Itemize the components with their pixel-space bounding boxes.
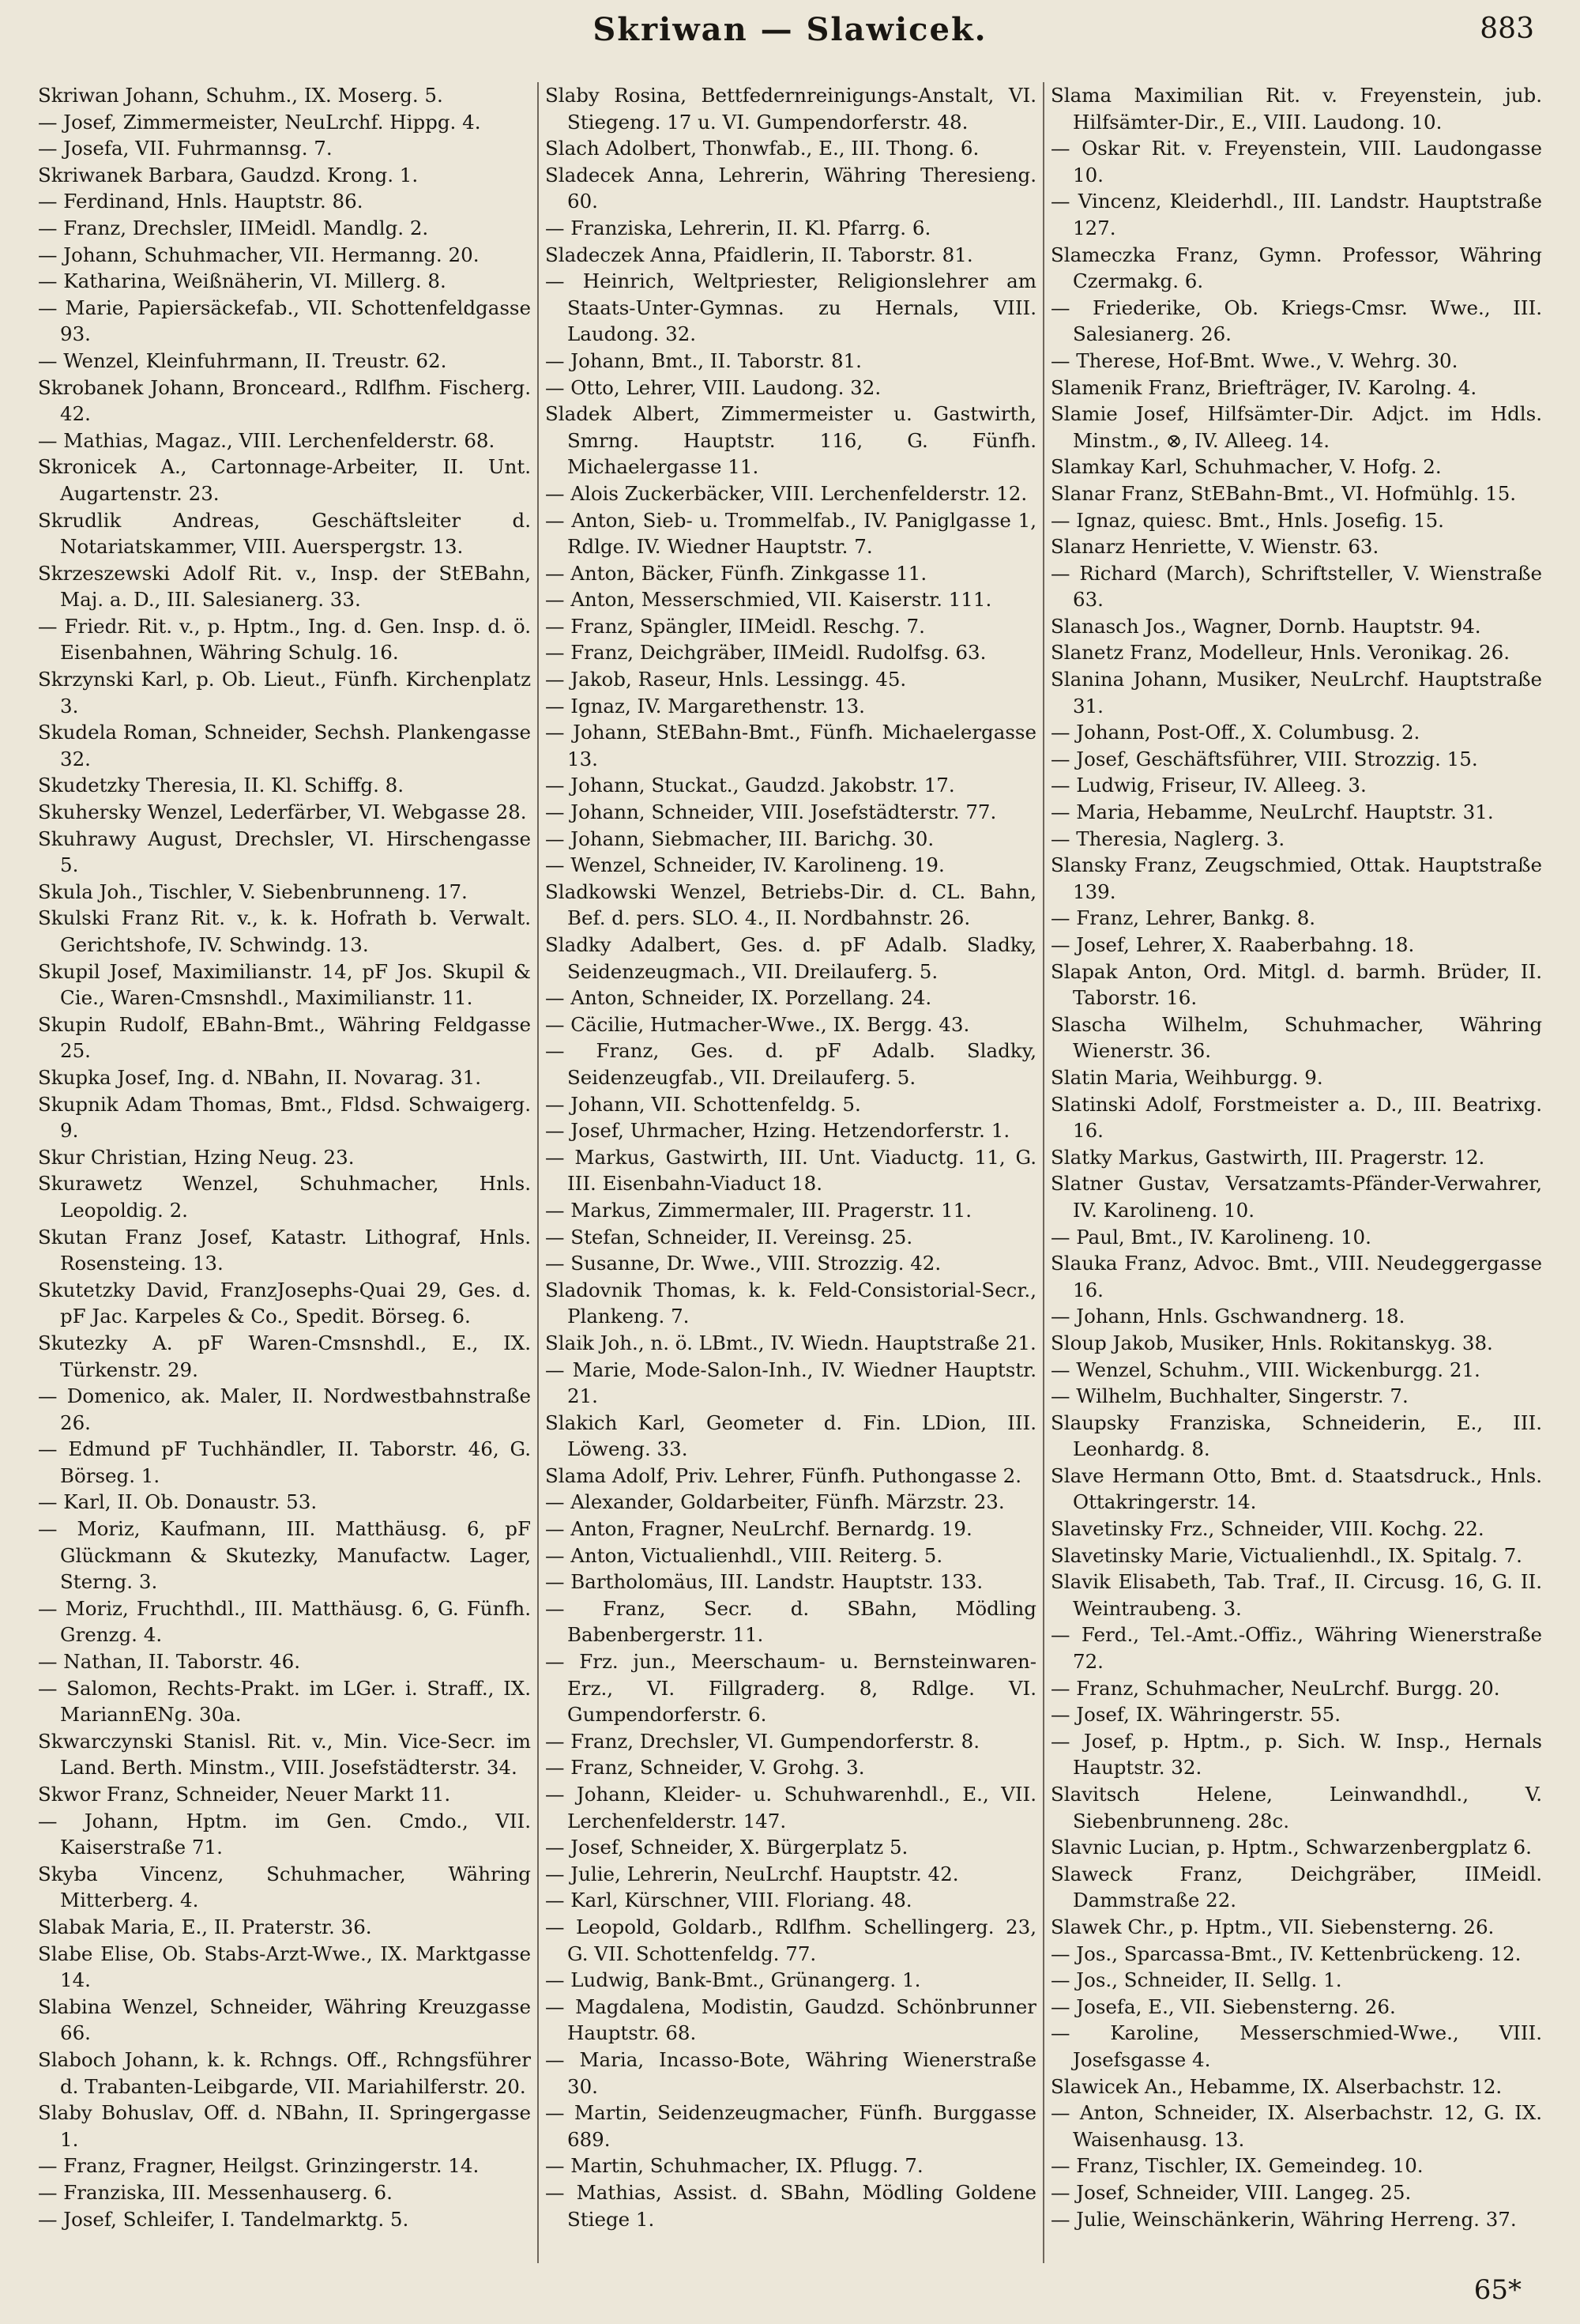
directory-entry: Slabak Maria, E., II. Praterstr. 36. bbox=[38, 1915, 372, 1938]
directory-entry: Slaby Rosina, Bettfedernreinigungs-Anstalt, VI. Stiegeng. 17 u. VI. Gumpendorferstr. 48. bbox=[545, 84, 1036, 134]
directory-entry: Slamie Josef, Hilfsämter-Dir. Adjct. im Hdls. Minstm., ⊗, IV. Alleeg. 14. bbox=[1051, 402, 1542, 452]
directory-entry: Skwarczynski Stanisl. Rit. v., Min. Vice-Secr. im Land. Berth. Minstm., VIII. Josefstädterstr. 34. bbox=[38, 1729, 531, 1780]
directory-entry: Sloup Jakob, Musiker, Hnls. Rokitanskyg. 38. bbox=[1051, 1331, 1493, 1354]
directory-entry: — Oskar Rit. v. Freyenstein, VIII. Laudongasse 10. bbox=[1051, 137, 1542, 186]
directory-entry: Skyba Vincenz, Schuhmacher, Währing Mitterberg. 4. bbox=[38, 1862, 531, 1912]
directory-entry: Skuhrawy August, Drechsler, VI. Hirschengasse 5. bbox=[38, 827, 531, 877]
directory-entry: Slanina Johann, Musiker, NeuLrchf. Hauptstraße 31. bbox=[1051, 668, 1542, 718]
directory-entry: — Anton, Schneider, IX. Porzellang. 24. bbox=[545, 986, 932, 1010]
directory-entry: — Jakob, Raseur, Hnls. Lessingg. 45. bbox=[545, 668, 907, 691]
directory-entry: — Moriz, Fruchthdl., III. Matthäusg. 6, G. Fünfh. Grenzg. 4. bbox=[38, 1596, 531, 1647]
directory-entry: — Anton, Sieb- u. Trommelfab., IV. Paniglgasse 1, Rdlge. IV. Wiedner Hauptstr. 7. bbox=[545, 508, 1036, 559]
directory-entry: — Salomon, Rechts-Prakt. im LGer. i. Straff., IX. MariannENg. 30a. bbox=[38, 1676, 531, 1727]
directory-entry: Slabina Wenzel, Schneider, Währing Kreuzgasse 66. bbox=[38, 1994, 531, 2045]
page-header bbox=[0, 11, 1580, 58]
directory-entry: — Maria, Hebamme, NeuLrchf. Hauptstr. 31. bbox=[1051, 800, 1494, 824]
directory-entry: Sladeczek Anna, Pfaidlerin, II. Taborstr. 81. bbox=[545, 243, 973, 266]
directory-entry: Slanasch Jos., Wagner, Dornb. Hauptstr. 94. bbox=[1051, 614, 1481, 638]
directory-entry: — Markus, Gastwirth, III. Unt. Viaductg. 11, G. III. Eisenbahn-Viaduct 18. bbox=[545, 1145, 1036, 1196]
directory-entry: Skupnik Adam Thomas, Bmt., Fldsd. Schwaigerg. 9. bbox=[38, 1092, 531, 1143]
directory-entry: — Julie, Weinschänkerin, Währing Herreng. 37. bbox=[1051, 2207, 1517, 2231]
directory-entry: Slama Adolf, Priv. Lehrer, Fünfh. Puthongasse 2. bbox=[545, 1463, 1021, 1487]
directory-entry: Slaboch Johann, k. k. Rchngs. Off., Rchngsführer d. Trabanten-Leibgarde, VII. Mariahilferstr. 20. bbox=[38, 2047, 531, 2098]
directory-entry: Sladek Albert, Zimmermeister u. Gastwirth, Smrng. Hauptstr. 116, G. Fünfh. Michaelergasse 11. bbox=[545, 402, 1036, 479]
directory-entry: Skutan Franz Josef, Katastr. Lithograf, Hnls. Rosensteing. 13. bbox=[38, 1225, 531, 1275]
directory-entry: Slaik Joh., n. ö. LBmt., IV. Wiedn. Hauptstraße 21. bbox=[545, 1331, 1036, 1354]
directory-entry: — Stefan, Schneider, II. Vereinsg. 25. bbox=[545, 1225, 913, 1249]
directory-entry: — Markus, Zimmermaler, III. Pragerstr. 11. bbox=[545, 1198, 972, 1222]
directory-entry: — Alexander, Goldarbeiter, Fünfh. Märzstr. 23. bbox=[545, 1490, 1005, 1514]
directory-entry: Slavik Elisabeth, Tab. Traf., II. Circusg. 16, G. II. Weintraubeng. 3. bbox=[1051, 1570, 1542, 1620]
directory-entry: Skriwanek Barbara, Gaudzd. Krong. 1. bbox=[38, 163, 419, 186]
directory-entry: — Susanne, Dr. Wwe., VIII. Strozzig. 42. bbox=[545, 1252, 942, 1275]
directory-entry: — Anton, Schneider, IX. Alserbachstr. 12, G. IX. Waisenhausg. 13. bbox=[1051, 2101, 1542, 2151]
directory-entry: — Moriz, Kaufmann, III. Matthäusg. 6, pF Glückmann & Skutezky, Manufactw. Lager, Sterng. 3. bbox=[38, 1517, 531, 1594]
directory-entry: Slanetz Franz, Modelleur, Hnls. Veronikag. 26. bbox=[1051, 641, 1510, 665]
directory-entry: Skur Christian, Hzing Neug. 23. bbox=[38, 1145, 355, 1169]
directory-entry: Slavitsch Helene, Leinwandhdl., V. Siebenbrunneng. 28c. bbox=[1051, 1783, 1542, 1832]
directory-entry: — Karl, Kürschner, VIII. Floriang. 48. bbox=[545, 1889, 912, 1912]
directory-entry: — Franz, Deichgräber, IIMeidl. Rudolfsg. 63. bbox=[545, 641, 987, 665]
directory-entry: — Anton, Bäcker, Fünfh. Zinkgasse 11. bbox=[545, 561, 927, 585]
directory-entry: Sladkowski Wenzel, Betriebs-Dir. d. CL. Bahn, Bef. d. pers. SLO. 4., II. Nordbahnstr. 26. bbox=[545, 880, 1036, 930]
directory-entry: — Bartholomäus, III. Landstr. Hauptstr. 133. bbox=[545, 1570, 984, 1594]
directory-entry: Sladovnik Thomas, k. k. Feld-Consistorial-Secr., Plankeng. 7. bbox=[545, 1278, 1036, 1328]
directory-entry: — Franz, Lehrer, Bankg. 8. bbox=[1051, 906, 1316, 930]
directory-entry: — Ludwig, Friseur, IV. Alleeg. 3. bbox=[1051, 774, 1367, 797]
directory-entry: Slanar Franz, StEBahn-Bmt., VI. Hofmühlg. 15. bbox=[1051, 481, 1517, 505]
directory-entry: Slama Maximilian Rit. v. Freyenstein, jub. Hilfsämter-Dir., E., VIII. Laudong. 10. bbox=[1051, 84, 1542, 134]
directory-entry: — Franz, Drechsler, IIMeidl. Mandlg. 2. bbox=[38, 216, 429, 239]
directory-entry: — Julie, Lehrerin, NeuLrchf. Hauptstr. 42. bbox=[545, 1862, 959, 1885]
directory-entry: — Vincenz, Kleiderhdl., III. Landstr. Hauptstraße 127. bbox=[1051, 190, 1542, 239]
directory-entry: Slawek Chr., p. Hptm., VII. Siebensterng. 26. bbox=[1051, 1915, 1495, 1938]
directory-entry: Slawicek An., Hebamme, IX. Alserbachstr. 12. bbox=[1051, 2074, 1503, 2098]
directory-entry: — Jos., Sparcassa-Bmt., IV. Kettenbrückeng. 12. bbox=[1051, 1942, 1522, 1965]
directory-entry: — Katharina, Weißnäherin, VI. Millerg. 8. bbox=[38, 269, 446, 293]
directory-entry: — Josef, Zimmermeister, NeuLrchf. Hippg. 4. bbox=[38, 110, 481, 134]
directory-entry: Sladecek Anna, Lehrerin, Währing Theresieng. 60. bbox=[545, 163, 1036, 213]
directory-entry: — Johann, Kleider- u. Schuhwarenhdl., E., VII. Lerchenfelderstr. 147. bbox=[545, 1783, 1036, 1832]
directory-entry: Skrobanek Johann, Bronceard., Rdlfhm. Fischerg. 42. bbox=[38, 375, 531, 426]
directory-entry: — Josef, Uhrmacher, Hzing. Hetzendorferstr. 1. bbox=[545, 1119, 1010, 1143]
directory-entry: Slatin Maria, Weihburgg. 9. bbox=[1051, 1065, 1323, 1089]
directory-entry: Slaby Bohuslav, Off. d. NBahn, II. Springergasse 1. bbox=[38, 2101, 531, 2151]
directory-entry: Slascha Wilhelm, Schuhmacher, Währing Wienerstr. 36. bbox=[1051, 1012, 1542, 1063]
column-middle bbox=[537, 82, 1043, 2263]
column-right bbox=[1043, 82, 1548, 2263]
directory-entry: — Otto, Lehrer, VIII. Laudong. 32. bbox=[545, 375, 882, 399]
directory-entry: — Paul, Bmt., IV. Karolineng. 10. bbox=[1051, 1225, 1371, 1249]
directory-entry: Skutetzky David, FranzJosephs-Quai 29, Ges. d. pF Jac. Karpeles & Co., Spedit. Börseg. 6. bbox=[38, 1278, 531, 1328]
directory-entry: — Marie, Papiersäckefab., VII. Schottenfeldgasse 93. bbox=[38, 296, 531, 346]
directory-entry: Slauka Franz, Advoc. Bmt., VIII. Neudeggergasse 16. bbox=[1051, 1252, 1542, 1301]
directory-entry: Sladky Adalbert, Ges. d. pF Adalb. Sladky, Seidenzeugmach., VII. Dreilauferg. 5. bbox=[545, 933, 1036, 983]
directory-entry: — Josefa, E., VII. Siebensterng. 26. bbox=[1051, 1994, 1396, 2018]
directory-entry: — Josef, Schneider, VIII. Langeg. 25. bbox=[1051, 2180, 1412, 2204]
directory-entry: Skudetzky Theresia, II. Kl. Schiffg. 8. bbox=[38, 774, 404, 797]
directory-entry: — Ludwig, Bank-Bmt., Grünangerg. 1. bbox=[545, 1968, 921, 1992]
directory-entry: — Josef, Geschäftsführer, VIII. Strozzig. 15. bbox=[1051, 747, 1478, 770]
directory-entry: Slavetinsky Frz., Schneider, VIII. Kochg. 22. bbox=[1051, 1517, 1484, 1541]
directory-entry: — Ferdinand, Hnls. Hauptstr. 86. bbox=[38, 190, 363, 213]
page-title: Skriwan — Slawicek. bbox=[592, 11, 988, 48]
directory-entry: Skupil Josef, Maximilianstr. 14, pF Jos. Skupil & Cie., Waren-Cmsnshdl., Maximilianstr. 11. bbox=[38, 959, 531, 1010]
directory-entry: — Anton, Messerschmied, VII. Kaiserstr. 111. bbox=[545, 588, 992, 612]
directory-entry: Slamenik Franz, Briefträger, IV. Karolng. 4. bbox=[1051, 375, 1477, 399]
directory-entry: Slaweck Franz, Deichgräber, IIMeidl. Dammstraße 22. bbox=[1051, 1862, 1542, 1912]
directory-entry: Slakich Karl, Geometer d. Fin. LDion, III. Löweng. 33. bbox=[545, 1411, 1036, 1461]
directory-entry: — Jos., Schneider, II. Sellg. 1. bbox=[1051, 1968, 1342, 1992]
directory-entry: Slabe Elise, Ob. Stabs-Arzt-Wwe., IX. Marktgasse 14. bbox=[38, 1942, 531, 1992]
directory-entry: — Martin, Schuhmacher, IX. Pflugg. 7. bbox=[545, 2154, 924, 2178]
directory-entry: — Josef, Schleifer, I. Tandelmarktg. 5. bbox=[38, 2207, 409, 2231]
directory-entry: — Franz, Fragner, Heilgst. Grinzingerstr. 14. bbox=[38, 2154, 480, 2178]
directory-entry: — Wenzel, Schuhm., VIII. Wickenburgg. 21. bbox=[1051, 1358, 1480, 1381]
directory-entry: — Josef, IX. Währingerstr. 55. bbox=[1051, 1703, 1341, 1727]
directory-entry: — Magdalena, Modistin, Gaudzd. Schönbrunner Hauptstr. 68. bbox=[545, 1994, 1036, 2045]
directory-entry: — Franz, Drechsler, VI. Gumpendorferstr. 8. bbox=[545, 1729, 980, 1753]
directory-entry: Skriwan Johann, Schuhm., IX. Moserg. 5. bbox=[38, 84, 443, 107]
directory-entry: Skronicek A., Cartonnage-Arbeiter, II. Unt. Augartenstr. 23. bbox=[38, 455, 531, 505]
directory-entry: — Nathan, II. Taborstr. 46. bbox=[38, 1650, 301, 1674]
directory-entry: — Franz, Spängler, IIMeidl. Reschg. 7. bbox=[545, 614, 925, 638]
directory-entry: — Josef, Lehrer, X. Raaberbahng. 18. bbox=[1051, 933, 1415, 956]
directory-entry: — Wilhelm, Buchhalter, Singerstr. 7. bbox=[1051, 1384, 1409, 1408]
directory-entry: Slameczka Franz, Gymn. Professor, Währing Czermakg. 6. bbox=[1051, 243, 1542, 293]
directory-entry: — Johann, Bmt., II. Taborstr. 81. bbox=[545, 348, 862, 372]
directory-entry: — Franz, Schneider, V. Grohg. 3. bbox=[545, 1756, 865, 1780]
directory-entry: — Domenico, ak. Maler, II. Nordwestbahnstraße 26. bbox=[38, 1384, 531, 1434]
directory-entry: — Johann, StEBahn-Bmt., Fünfh. Michaelergasse 13. bbox=[545, 721, 1036, 770]
directory-entry: — Cäcilie, Hutmacher-Wwe., IX. Bergg. 43. bbox=[545, 1012, 970, 1036]
directory-entry: — Johann, Schneider, VIII. Josefstädterstr. 77. bbox=[545, 800, 997, 824]
directory-entry: Skudela Roman, Schneider, Sechsh. Plankengasse 32. bbox=[38, 721, 531, 770]
directory-entry: Slaupsky Franziska, Schneiderin, E., III. Leonhardg. 8. bbox=[1051, 1411, 1542, 1461]
directory-entry: — Franziska, Lehrerin, II. Kl. Pfarrg. 6. bbox=[545, 216, 931, 239]
directory-entry: Slavnic Lucian, p. Hptm., Schwarzenbergplatz 6. bbox=[1051, 1836, 1532, 1859]
directory-entry: Slamkay Karl, Schuhmacher, V. Hofg. 2. bbox=[1051, 455, 1442, 479]
directory-entry: — Ferd., Tel.-Amt.-Offiz., Währing Wienerstraße 72. bbox=[1051, 1623, 1542, 1674]
directory-entry: — Friedr. Rit. v., p. Hptm., Ing. d. Gen. Insp. d. ö. Eisenbahnen, Währing Schulg. 16. bbox=[38, 614, 531, 665]
directory-entry: Slavetinsky Marie, Victualienhdl., IX. Spitalg. 7. bbox=[1051, 1543, 1522, 1567]
directory-entry: Slanarz Henriette, V. Wienstr. 63. bbox=[1051, 535, 1379, 559]
directory-entry: — Josef, p. Hptm., p. Sich. W. Insp., Hernals Hauptstr. 32. bbox=[1051, 1729, 1542, 1780]
directory-entry: — Heinrich, Weltpriester, Religionslehrer am Staats-Unter-Gymnas. zu Hernals, VIII. Laudong. 32. bbox=[545, 269, 1036, 346]
directory-entry: — Wenzel, Schneider, IV. Karolineng. 19. bbox=[545, 853, 945, 877]
directory-entry: — Wenzel, Kleinfuhrmann, II. Treustr. 62. bbox=[38, 348, 447, 372]
directory-entry: — Mathias, Magaz., VIII. Lerchenfelderstr. 68. bbox=[38, 428, 495, 452]
directory-entry: — Karoline, Messerschmied-Wwe., VIII. Josefsgasse 4. bbox=[1051, 2021, 1542, 2071]
directory-entry: — Johann, VII. Schottenfeldg. 5. bbox=[545, 1092, 861, 1116]
directory-entry: — Johann, Stuckat., Gaudzd. Jakobstr. 17. bbox=[545, 774, 955, 797]
directory-entry: Slatner Gustav, Versatzamts-Pfänder-Verwahrer, IV. Karolineng. 10. bbox=[1051, 1172, 1542, 1222]
signature-mark: 65* bbox=[1473, 2274, 1522, 2306]
directory-entry: Skrzeszewski Adolf Rit. v., Insp. der StEBahn, Maj. a. D., III. Salesianerg. 33. bbox=[38, 561, 531, 612]
directory-entry: — Franz, Secr. d. SBahn, Mödling Babenbergerstr. 11. bbox=[545, 1596, 1036, 1647]
directory-entry: — Mathias, Assist. d. SBahn, Mödling Goldene Stiege 1. bbox=[545, 2180, 1036, 2231]
directory-entry: Skutezky A. pF Waren-Cmsnshdl., E., IX. Türkenstr. 29. bbox=[38, 1331, 531, 1381]
directory-entry: — Johann, Schuhmacher, VII. Hermanng. 20. bbox=[38, 243, 480, 266]
directory-entry: — Richard (March), Schriftsteller, V. Wienstraße 63. bbox=[1051, 561, 1542, 612]
directory-entry: — Karl, II. Ob. Donaustr. 53. bbox=[38, 1490, 318, 1514]
directory-entry: Skwor Franz, Schneider, Neuer Markt 11. bbox=[38, 1783, 451, 1806]
directory-entry: — Therese, Hof-Bmt. Wwe., V. Wehrg. 30. bbox=[1051, 348, 1458, 372]
directory-entry: Skupin Rudolf, EBahn-Bmt., Währing Feldgasse 25. bbox=[38, 1012, 531, 1063]
directory-entry: — Franz, Schuhmacher, NeuLrchf. Burgg. 20. bbox=[1051, 1676, 1500, 1700]
directory-entry: — Johann, Siebmacher, III. Barichg. 30. bbox=[545, 827, 935, 850]
directory-entry: Slansky Franz, Zeugschmied, Ottak. Hauptstraße 139. bbox=[1051, 853, 1542, 903]
directory-entry: Slapak Anton, Ord. Mitgl. d. barmh. Brüder, II. Taborstr. 16. bbox=[1051, 959, 1542, 1010]
directory-entry: — Josef, Schneider, X. Bürgerplatz 5. bbox=[545, 1836, 908, 1859]
directory-entry: — Leopold, Goldarb., Rdlfhm. Schellingerg. 23, G. VII. Schottenfeldg. 77. bbox=[545, 1915, 1036, 1965]
directory-entry: — Marie, Mode-Salon-Inh., IV. Wiedner Hauptstr. 21. bbox=[545, 1358, 1036, 1408]
directory-entry: — Anton, Fragner, NeuLrchf. Bernardg. 19. bbox=[545, 1517, 972, 1541]
directory-entry: — Ignaz, quiesc. Bmt., Hnls. Josefig. 15. bbox=[1051, 508, 1444, 532]
directory-entry: — Johann, Hnls. Gschwandnerg. 18. bbox=[1051, 1305, 1405, 1328]
directory-entry: — Franz, Tischler, IX. Gemeindeg. 10. bbox=[1051, 2154, 1424, 2178]
directory-entry: — Johann, Post-Off., X. Columbusg. 2. bbox=[1051, 721, 1420, 744]
directory-entry: — Maria, Incasso-Bote, Währing Wienerstraße 30. bbox=[545, 2047, 1036, 2098]
directory-entry: Skrudlik Andreas, Geschäftsleiter d. Notariatskammer, VIII. Auerspergstr. 13. bbox=[38, 508, 531, 559]
directory-entry: Skuhersky Wenzel, Lederfärber, VI. Webgasse 28. bbox=[38, 800, 527, 824]
directory-entry: Skulski Franz Rit. v., k. k. Hofrath b. Verwalt. Gerichtshofe, IV. Schwindg. 13. bbox=[38, 906, 531, 956]
directory-entry: Slatky Markus, Gastwirth, III. Pragerstr. 12. bbox=[1051, 1145, 1485, 1169]
directory-entry: — Edmund pF Tuchhändler, II. Taborstr. 46, G. Börseg. 1. bbox=[38, 1437, 531, 1487]
directory-entry: — Friederike, Ob. Kriegs-Cmsr. Wwe., III. Salesianerg. 26. bbox=[1051, 296, 1542, 346]
directory-entry: — Anton, Victualienhdl., VIII. Reiterg. 5. bbox=[545, 1543, 943, 1567]
directory-entry: — Theresia, Naglerg. 3. bbox=[1051, 827, 1285, 850]
directory-entry: — Franziska, III. Messenhauserg. 6. bbox=[38, 2180, 393, 2204]
directory-entry: — Franz, Ges. d. pF Adalb. Sladky, Seidenzeugfab., VII. Dreilauferg. 5. bbox=[545, 1039, 1036, 1089]
entry-columns bbox=[32, 82, 1548, 2263]
directory-entry: Slave Hermann Otto, Bmt. d. Staatsdruck., Hnls. Ottakringerstr. 14. bbox=[1051, 1463, 1542, 1514]
directory-entry: Skupka Josef, Ing. d. NBahn, II. Novarag. 31. bbox=[38, 1065, 482, 1089]
directory-entry: Slach Adolbert, Thonwfab., E., III. Thong. 6. bbox=[545, 137, 980, 160]
column-left bbox=[32, 82, 537, 2263]
directory-entry: Skurawetz Wenzel, Schuhmacher, Hnls. Leopoldig. 2. bbox=[38, 1172, 531, 1222]
directory-entry: — Frz. jun., Meerschaum- u. Bernsteinwaren-Erz., VI. Fillgraderg. 8, Rdlge. VI. Gumpendorferstr. 6. bbox=[545, 1650, 1036, 1727]
page-number: 883 bbox=[1480, 13, 1534, 45]
directory-entry: — Johann, Hptm. im Gen. Cmdo., VII. Kaiserstraße 71. bbox=[38, 1809, 531, 1859]
directory-entry: — Alois Zuckerbäcker, VIII. Lerchenfelderstr. 12. bbox=[545, 481, 1028, 505]
directory-entry: Skrzynski Karl, p. Ob. Lieut., Fünfh. Kirchenplatz 3. bbox=[38, 668, 531, 718]
directory-entry: — Martin, Seidenzeugmacher, Fünfh. Burggasse 689. bbox=[545, 2101, 1036, 2151]
directory-entry: Skula Joh., Tischler, V. Siebenbrunneng. 17. bbox=[38, 880, 468, 903]
directory-entry: Slatinski Adolf, Forstmeister a. D., III. Beatrixg. 16. bbox=[1051, 1092, 1542, 1143]
directory-entry: — Ignaz, IV. Margarethenstr. 13. bbox=[545, 694, 865, 718]
directory-entry: — Josefa, VII. Fuhrmannsg. 7. bbox=[38, 137, 333, 160]
